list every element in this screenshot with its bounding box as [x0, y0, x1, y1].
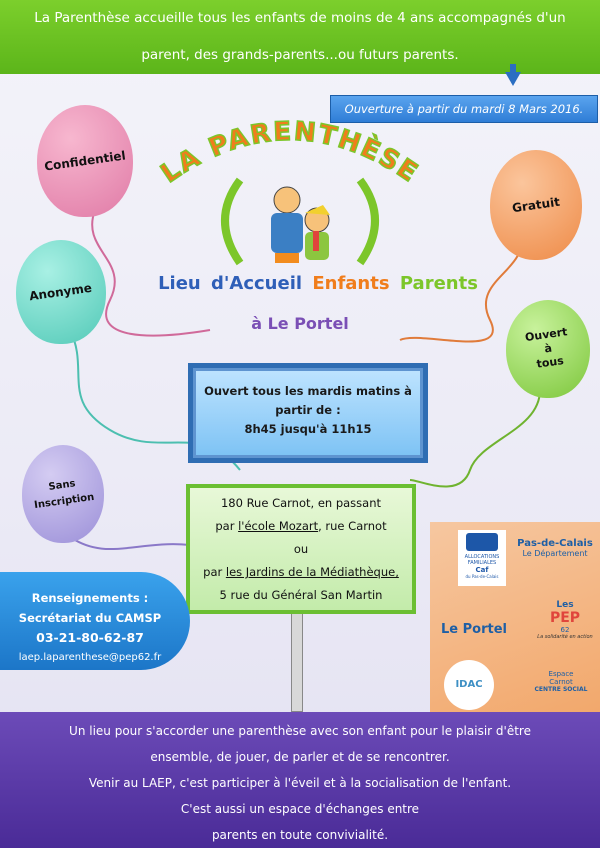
contact-heading: Renseignements :: [31, 591, 149, 605]
hours-box: [188, 363, 428, 463]
balloon-ouvert-label: Ouvert: [524, 325, 568, 345]
hours-line2: partir de :: [275, 403, 341, 417]
hours-line3: 8h45 jusqu'à 11h15: [244, 422, 372, 436]
location: à Le Portel: [251, 314, 349, 333]
balloon-tous-label: tous: [535, 354, 565, 371]
balloon-gratuit-label: Gratuit: [511, 194, 561, 216]
idac-logo: IDAC: [444, 660, 494, 710]
title-text: LA PARENTHÈSE: [155, 116, 425, 190]
contact-phone: 03-21-80-62-87: [36, 630, 144, 645]
opening-date-box: Ouverture à partir du mardi 8 Mars 2016.: [330, 95, 598, 123]
address-line4: par les Jardins de la Médiathèque,: [203, 565, 399, 579]
bottom-line3: Venir au LAEP, c'est participer à l'éveil et à la socialisation de l'enfant.: [88, 776, 512, 790]
subtitle-word-lieu: Lieu: [158, 273, 201, 294]
top-banner-line1: La Parenthèse accueille tous les enfants de moins de 4 ans accompagnés d'un: [34, 10, 566, 26]
signpost-icon: [291, 610, 303, 712]
caf-logo: ALLOCATIONS FAMILIALES Caf du Pas-de-Calais: [458, 530, 506, 586]
le-portel-logo: Le Portel: [441, 622, 507, 637]
balloon-ouvert-a-tous: [506, 300, 590, 398]
balloon-confidentiel-label: Confidentiel: [43, 148, 127, 174]
pas-de-calais-logo: Pas-de-Calais Le Département: [517, 538, 593, 558]
hours-line1: Ouvert tous les mardis matins à: [204, 384, 412, 398]
balloon-anonyme-label: Anonyme: [28, 280, 94, 304]
address-line1: 180 Rue Carnot, en passant: [220, 496, 382, 510]
balloon-sans-label: Sans: [47, 478, 76, 493]
partner-logos: [430, 522, 600, 712]
subtitle-word-accueil: d'Accueil: [211, 273, 303, 294]
top-banner-line2: parent, des grands-parents...ou futurs parents.: [141, 47, 459, 63]
pep62-logo: Les PEP 62 La solidarité en action: [537, 600, 593, 640]
subtitle-word-enfants: Enfants: [312, 273, 390, 294]
contact-bubble: [0, 572, 190, 670]
bottom-banner: [0, 712, 600, 848]
address-sign: [186, 484, 416, 614]
espace-carnot-logo: Espace Carnot CENTRE SOCIAL: [534, 670, 588, 693]
address-line5: 5 rue du Général San Martin: [219, 588, 383, 602]
balloon-inscription-label: Inscription: [33, 491, 95, 512]
subtitle: [150, 273, 490, 294]
balloon-a-label: à: [543, 341, 553, 356]
contact-email[interactable]: laep.laparenthese@pep62.fr: [18, 652, 162, 663]
bottom-line2: ensemble, de jouer, de parler et de se rencontrer.: [150, 750, 450, 764]
children-drawing-icon: [205, 175, 395, 270]
address-line2: par l'école Mozart, rue Carnot: [215, 519, 387, 533]
balloon-confidentiel: [37, 105, 133, 217]
balloon-anonyme: [16, 240, 106, 344]
balloon-gratuit: [490, 150, 582, 260]
balloon-sans-inscription: [22, 445, 104, 543]
bottom-line4: C'est aussi un espace d'échanges entre: [180, 802, 420, 816]
bottom-line5: parents en toute convivialité.: [211, 828, 389, 842]
bottom-line1: Un lieu pour s'accorder une parenthèse avec son enfant pour le plaisir d'être: [69, 724, 531, 738]
address-line3: ou: [293, 542, 309, 556]
contact-org: Secrétariat du CAMSP: [18, 611, 162, 625]
subtitle-word-parents: Parents: [399, 273, 478, 294]
